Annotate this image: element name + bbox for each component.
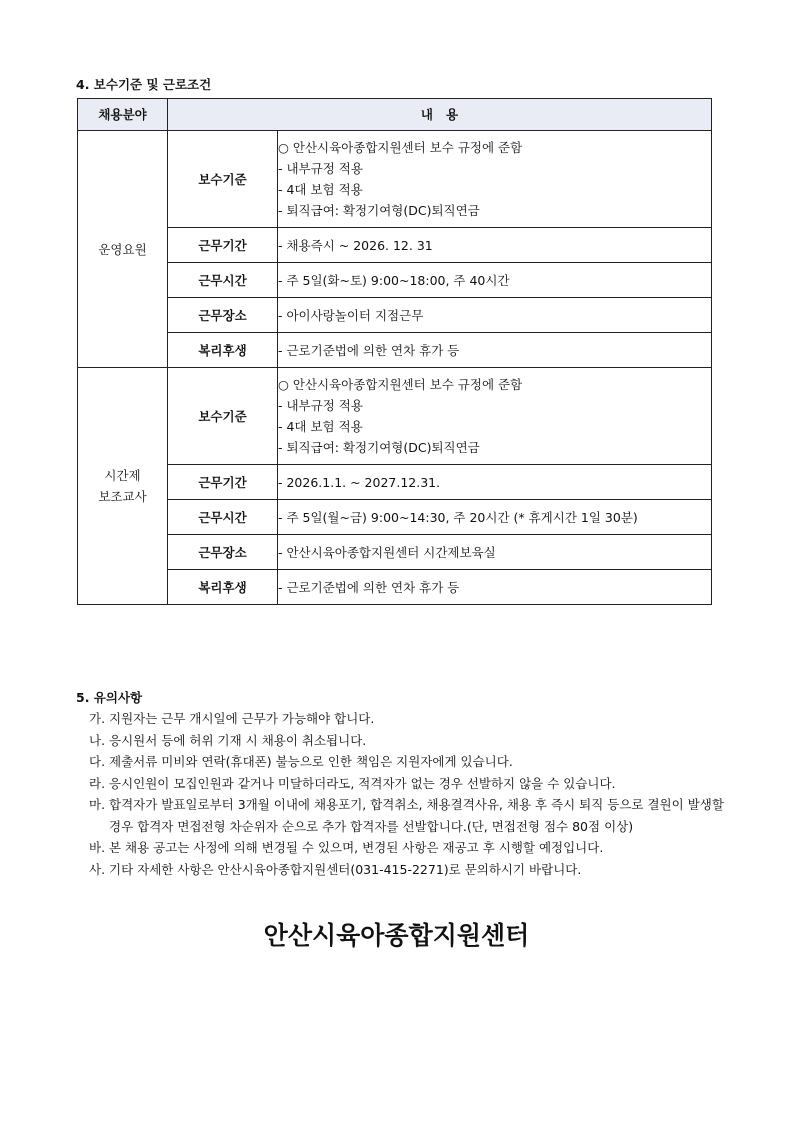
content-line: ○ 안산시육아종합지원센터 보수 규정에 준함	[278, 140, 523, 155]
item-pay-standard: 보수기준	[168, 368, 278, 465]
content-work-location: - 아이사랑놀이터 지점근무	[278, 298, 712, 333]
item-work-location: 근무장소	[168, 535, 278, 570]
content-work-period: - 2026.1.1. ~ 2027.12.31.	[278, 465, 712, 500]
content-pay-standard	[278, 131, 712, 228]
content-benefits: - 근로기준법에 의한 연차 휴가 등	[278, 333, 712, 368]
item-work-location: 근무장소	[168, 298, 278, 333]
content-work-period: - 채용즉시 ~ 2026. 12. 31	[278, 228, 712, 263]
field-line: 보조교사	[98, 489, 147, 504]
content-line: - 퇴직급여: 확정기여형(DC)퇴직연금	[278, 203, 480, 218]
section-5-title: 5. 유의사항	[76, 690, 143, 705]
content-work-hours: - 주 5일(월~금) 9:00~14:30, 주 20시간 (* 휴게시간 1일 30분)	[278, 500, 712, 535]
list-marker: 나.	[89, 732, 106, 748]
list-item	[89, 837, 729, 859]
field-part-time-assistant-teacher	[78, 368, 168, 605]
content-pay-standard	[278, 368, 712, 465]
list-marker: 바.	[89, 840, 106, 855]
list-marker: 마.	[89, 797, 106, 812]
field-line: 시간제	[104, 468, 141, 483]
content-line: ○ 안산시육아종합지원센터 보수 규정에 준함	[278, 377, 523, 392]
notice-text: 응시인원이 모집인원과 같거나 미달하더라도, 적격자가 없는 경우 선발하지 않을 수 있습니다.	[109, 775, 616, 791]
item-pay-standard: 보수기준	[168, 131, 278, 228]
notice-text: 응시원서 등에 허위 기재 시 채용이 취소됩니다.	[109, 732, 367, 748]
item-benefits: 복리후생	[168, 570, 278, 605]
list-item	[89, 751, 729, 773]
notice-text: 기타 자세한 사항은 안산시육아종합지원센터(031-415-2271)로 문의하시기 바랍니다.	[109, 861, 582, 877]
content-line: - 퇴직급여: 확정기여형(DC)퇴직연금	[278, 440, 480, 455]
list-item	[89, 773, 729, 795]
notice-text: 제출서류 미비와 연락(휴대폰) 불능으로 인한 책임은 지원자에게 있습니다.	[109, 754, 513, 769]
item-work-period: 근무기간	[168, 465, 278, 500]
list-marker: 가.	[89, 711, 106, 726]
list-marker: 라.	[89, 775, 106, 791]
item-work-hours: 근무시간	[168, 263, 278, 298]
content-line: - 4대 보험 적용	[278, 182, 363, 197]
content-work-location: - 안산시육아종합지원센터 시간제보육실	[278, 535, 712, 570]
content-benefits: - 근로기준법에 의한 연차 휴가 등	[278, 570, 712, 605]
content-work-hours: - 주 5일(화~토) 9:00~18:00, 주 40시간	[278, 263, 712, 298]
notice-list	[89, 708, 729, 880]
content-line: - 4대 보험 적용	[278, 419, 363, 434]
compensation-conditions-table	[77, 98, 712, 605]
list-marker: 다.	[89, 754, 106, 769]
notice-text: 본 채용 공고는 사정에 의해 변경될 수 있으며, 변경된 사항은 재공고 후 시행할 예정입니다.	[109, 840, 604, 855]
field-operations-staff: 운영요원	[78, 131, 168, 368]
content-line: - 내부규정 적용	[278, 398, 363, 413]
item-work-hours: 근무시간	[168, 500, 278, 535]
content-line: - 내부규정 적용	[278, 161, 363, 176]
organization-name: 안산시육아종합지원센터	[263, 921, 530, 950]
notice-text: 지원자는 근무 개시일에 근무가 가능해야 합니다.	[109, 711, 375, 726]
list-item	[89, 708, 729, 730]
list-item	[89, 794, 729, 837]
list-item	[89, 730, 729, 752]
notice-text: 합격자가 발표일로부터 3개월 이내에 채용포기, 합격취소, 채용결격사유, 채용 후 즉시 퇴직 등으로 결원이 발생할 경우 합격자 면접전형 차순위자 순으로 추가 합격자를 선발합니다.(단, 면접전형 점수 80점 이상)	[109, 797, 724, 834]
section-4-title: 4. 보수기준 및 근로조건	[76, 77, 212, 92]
item-work-period: 근무기간	[168, 228, 278, 263]
item-benefits: 복리후생	[168, 333, 278, 368]
header-content: 내 용	[168, 99, 712, 131]
header-field: 채용분야	[78, 99, 168, 131]
list-marker: 사.	[89, 861, 106, 877]
list-item	[89, 859, 729, 881]
